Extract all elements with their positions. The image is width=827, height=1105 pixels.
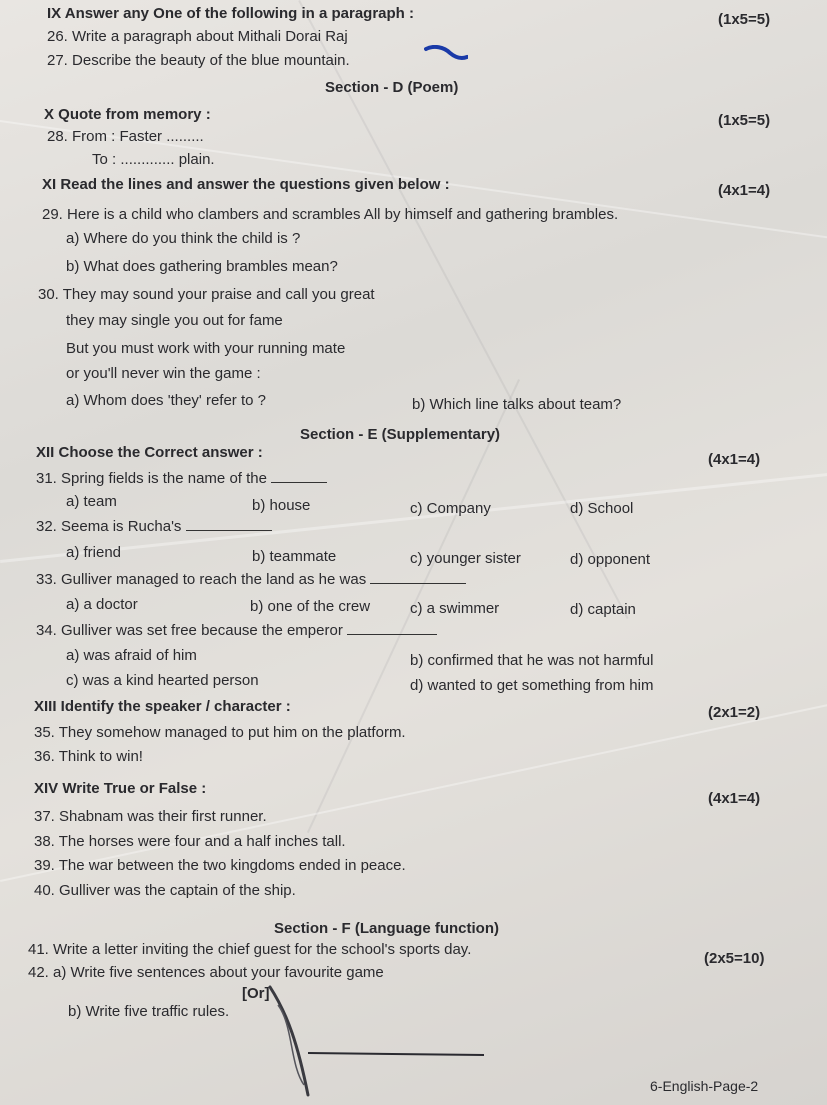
option-32-d: d) opponent xyxy=(570,551,651,568)
answer-blank xyxy=(347,622,437,635)
section-xiv-marks: (4x1=4) xyxy=(708,790,761,807)
option-31-a: a) team xyxy=(66,493,117,510)
question-32 xyxy=(36,518,272,536)
option-33-d: d) captain xyxy=(570,601,636,618)
question-40: 40. Gulliver was the captain of the ship. xyxy=(34,882,296,899)
option-33-c: c) a swimmer xyxy=(410,600,500,617)
section-ix-heading: IX Answer any One of the following in a paragraph : xyxy=(47,5,414,22)
section-xiii-marks: (2x1=2) xyxy=(708,704,761,721)
to-label: To : xyxy=(92,151,117,168)
question-39: 39. The war between the two kingdoms ended in peace. xyxy=(34,857,406,874)
question-35: 35. They somehow managed to put him on the platform. xyxy=(34,724,406,741)
question-34 xyxy=(36,622,437,640)
question-37: 37. Shabnam was their first runner. xyxy=(34,808,267,825)
question-33-stem: 33. Gulliver managed to reach the land as he was xyxy=(36,571,367,588)
question-41: 41. Write a letter inviting the chief guest for the school's sports day. xyxy=(28,941,472,958)
section-f-marks: (2x5=10) xyxy=(704,950,765,967)
question-29-b: b) What does gathering brambles mean? xyxy=(66,258,338,275)
pen-scribble-icon xyxy=(268,985,498,1105)
section-x-heading: X Quote from memory : xyxy=(44,106,211,123)
question-42-b: b) Write five traffic rules. xyxy=(68,1003,230,1020)
option-32-c: c) younger sister xyxy=(410,550,521,567)
option-31-d: d) School xyxy=(570,500,634,517)
answer-blank xyxy=(370,571,466,584)
section-xiii-heading: XIII Identify the speaker / character : xyxy=(34,698,291,715)
question-38: 38. The horses were four and a half inches tall. xyxy=(34,833,346,850)
section-ix-marks: (1x5=5) xyxy=(718,11,771,28)
option-33-a: a) a doctor xyxy=(66,596,138,613)
section-xi-marks: (4x1=4) xyxy=(718,182,771,199)
question-30-line-2: they may single you out for fame xyxy=(66,312,283,329)
section-xiv-heading: XIV Write True or False : xyxy=(34,780,207,797)
section-xii-marks: (4x1=4) xyxy=(708,451,761,468)
question-31 xyxy=(36,470,327,488)
question-34-stem: 34. Gulliver was set free because the emperor xyxy=(36,622,343,639)
answer-blank xyxy=(186,518,272,531)
question-30-line-4: or you'll never win the game : xyxy=(66,365,261,382)
option-34-d: d) wanted to get something from him xyxy=(410,677,654,694)
option-31-c: c) Company xyxy=(410,500,491,517)
question-30-b: b) Which line talks about team? xyxy=(412,396,622,413)
ink-mark-icon xyxy=(424,45,468,61)
option-32-a: a) friend xyxy=(66,544,122,561)
to-end: plain. xyxy=(178,151,215,168)
option-34-c: c) was a kind hearted person xyxy=(66,672,259,689)
question-30-line-3: But you must work with your running mate xyxy=(66,340,346,357)
section-xi-heading: XI Read the lines and answer the questions given below : xyxy=(42,176,450,193)
section-e-title: Section - E (Supplementary) xyxy=(300,426,501,443)
question-30-line-1: 30. They may sound your praise and call you great xyxy=(38,286,375,303)
question-27: 27. Describe the beauty of the blue mountain. xyxy=(47,52,350,69)
section-xii-heading: XII Choose the Correct answer : xyxy=(36,444,263,461)
question-29-a: a) Where do you think the child is ? xyxy=(66,230,301,247)
from-label: 28. From : Faster xyxy=(47,128,163,145)
section-f-title: Section - F (Language function) xyxy=(274,920,499,937)
answer-blank xyxy=(271,470,327,483)
question-42-a: 42. a) Write five sentences about your favourite game xyxy=(28,964,384,981)
to-dots: ............. xyxy=(120,151,175,168)
question-29: 29. Here is a child who clambers and scrambles All by himself and gathering brambles. xyxy=(42,206,619,223)
question-31-stem: 31. Spring fields is the name of the xyxy=(36,470,267,487)
question-30-a: a) Whom does 'they' refer to ? xyxy=(66,392,266,409)
section-x-marks: (1x5=5) xyxy=(718,112,771,129)
option-34-a: a) was afraid of him xyxy=(66,647,197,664)
question-32-stem: 32. Seema is Rucha's xyxy=(36,518,182,535)
question-33 xyxy=(36,571,466,589)
from-dots: ......... xyxy=(166,128,204,145)
question-36: 36. Think to win! xyxy=(34,748,143,765)
option-34-b: b) confirmed that he was not harmful xyxy=(410,652,654,669)
option-31-b: b) house xyxy=(252,497,311,514)
option-32-b: b) teammate xyxy=(252,548,337,565)
question-28-to xyxy=(92,151,215,169)
or-label: [Or] xyxy=(242,985,270,1002)
section-d-title: Section - D (Poem) xyxy=(325,79,459,96)
question-26: 26. Write a paragraph about Mithali Dorai Raj xyxy=(47,28,348,45)
page-label: 6-English-Page-2 xyxy=(650,1078,759,1094)
option-33-b: b) one of the crew xyxy=(250,598,371,615)
question-28-from xyxy=(47,128,204,146)
